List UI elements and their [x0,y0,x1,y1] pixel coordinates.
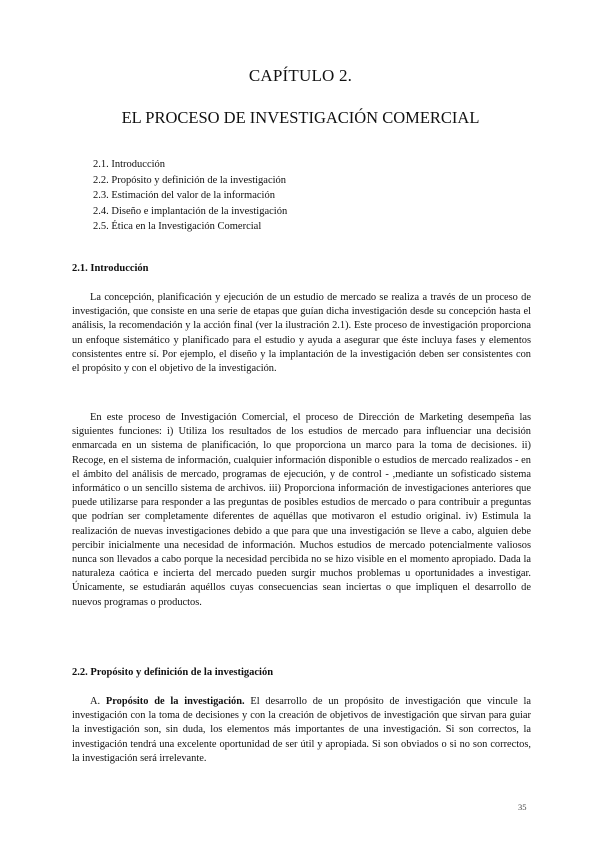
chapter-subtitle: EL PROCESO DE INVESTIGACIÓN COMERCIAL [121,108,480,127]
paragraph-intro-1: La concepción, planificación y ejecución de un estudio de mercado se realiza a través de un proceso de investigación, que consiste en una serie de etapas que guían dicha investigación desde su concepción hasta el análisis, la recomendación y la acción final (ver la ilustración 2.1). Este proceso de investigación proporciona un enfoque sistemático y planificado para el estudio y ayuda a asegurar que éste incluya fases y elementos consistentes entre sí. Por ejemplo, el diseño y la implantación de la investigación deben ser consistentes con el propósito y con el objetivo de la investigación. [72,292,531,375]
toc-item: 2.1. Introducción [93,159,166,170]
lead-prefix: A. [90,696,106,707]
toc-item: 2.2. Propósito y definición de la investigación [93,174,287,186]
toc-item: 2.5. Ética en la Investigación Comercial [93,221,262,232]
toc-item: 2.4. Diseño e implantación de la investigación [93,205,288,217]
chapter-title: CAPÍTULO 2. [248,66,353,85]
toc-item: 2.3. Estimación del valor de la información [93,190,275,201]
table-of-contents [93,157,287,235]
section-heading-introduccion: 2.1. Introducción [72,263,149,274]
paragraph-intro-2: En este proceso de Investigación Comercial, el proceso de Dirección de Marketing desempeña las siguientes funciones: i) Utiliza los resultados de los estudios de mercado para influenciar una decisión enmarcada en un sistema de planificación, lo que proporciona un marco para la toma de decisiones. ii) Recoge, en el sistema de información, cualquier información disponible o estudios de mercado realizados - en el ámbito del análisis de mercado, programas de ejecución, y de control - ,mediante un sofisticado sistema informático o un sencillo sistema de archivos. iii) Proporciona información de investigaciones anteriores que puede utilizarse para responder a las preguntas de posibles estudios de mercado o para contribuir a preguntas que podrían ser completamente diferentes de aquéllas que motivaron el estudio original. iv) Estimula la realización de nuevas investigaciones debido a que para que una investigación se lleve a cabo, alguien debe percibir inicialmente una necesidad de información. Muchos estudios de mercado potencialmente valiosos nunca son llevados a cabo porque la necesidad percibida no se hizo visible en el momento apropiado. Dada la naturaleza caótica e incierta del mercado pueden surgir muchos problemas u oportunidades a investigar. Únicamente, se estudiarán aquéllos cuyas consecuencias sean inciertas o que impliquen el desarrollo de nuevos programas o productos. [72,412,531,608]
page-number: 35 [518,802,527,812]
lead-bold-term: Propósito de la investigación. [105,696,245,707]
paragraph-proposito-body: El desarrollo de un propósito de investigación que vincule la investigación con la toma de decisiones y con la creación de objetivos de investigación que sirvan para guiar la investigación son, sin duda, los elementos más importantes de una investigación. Si son correctos, la investigación tendrá una excelente oportunidad de ser útil y apropiada. Si son obviados o si no son correctos, la investigación será irrelevante. [72,696,531,764]
paragraph-proposito [72,695,531,766]
section-heading-proposito: 2.2. Propósito y definición de la investigación [72,667,274,678]
